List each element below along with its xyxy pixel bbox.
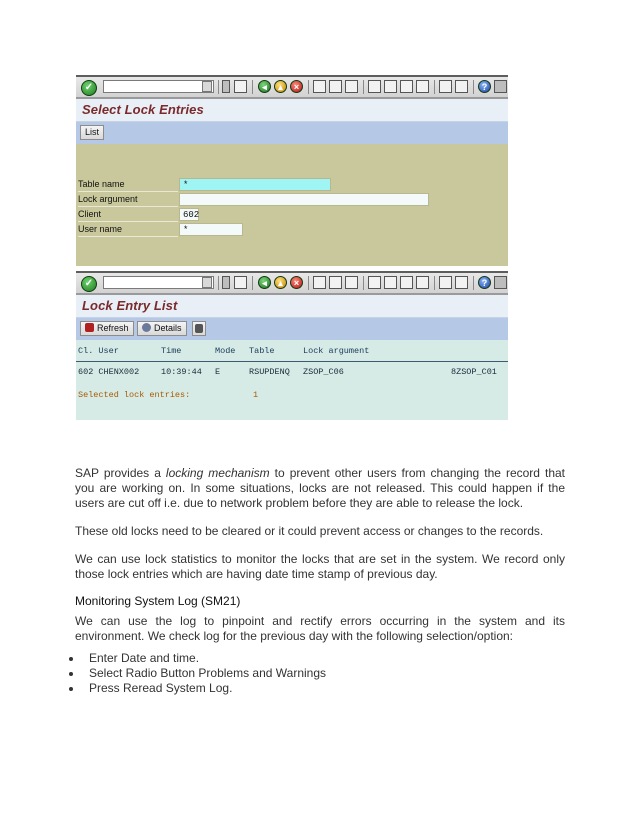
trash-icon [195,324,203,333]
client-input[interactable]: 602 [179,208,199,221]
p1-text-start: SAP provides a [75,466,166,480]
selected-entries-label: Selected lock entries: [78,390,191,400]
column-header-client-user: Cl. User [78,346,119,356]
first-page-icon[interactable] [368,276,381,289]
find-icon[interactable] [329,80,342,93]
previous-page-icon[interactable] [384,80,397,93]
refresh-button-label: Refresh [97,323,129,333]
lock-entry-list-screen [76,271,508,419]
layout-menu-icon[interactable] [494,276,507,289]
exit-icon[interactable]: ▴ [274,80,287,93]
toolbar-separator [473,276,474,290]
lock-entry-list [76,340,508,420]
list-item: Press Reread System Log. [89,681,233,695]
toolbar-separator [363,80,364,94]
find-next-icon[interactable] [345,80,358,93]
paragraph-lock-statistics: We can use lock statistics to monitor the locks that are set in the system. We record only those lock entries which are having date time stamp of previous day. [75,552,565,581]
arrow-left-icon[interactable] [222,276,230,289]
selection-screen [76,144,508,266]
toolbar-separator [308,276,309,290]
save-icon[interactable] [234,276,247,289]
delete-button[interactable] [192,321,206,336]
row-time[interactable]: 10:39:44 [161,367,202,377]
next-page-icon[interactable] [400,80,413,93]
row-lock-argument-extra[interactable]: 8ZSOP_C01 [451,367,497,377]
p1-emphasis: locking mechanism [165,466,270,480]
application-toolbar [76,122,508,144]
lock-argument-input[interactable] [179,193,429,206]
row-mode[interactable]: E [215,367,221,377]
bullet-dot [69,657,73,661]
bullet-dot [69,672,73,676]
toolbar-separator [252,276,253,290]
title-bar [76,295,508,318]
row-lock-argument[interactable]: ZSOP_C06 [303,367,344,377]
help-icon[interactable]: ? [478,276,491,289]
screen-title: Select Lock Entries [82,102,204,117]
toolbar-separator [252,80,253,94]
first-page-icon[interactable] [368,80,381,93]
shortcut-icon[interactable] [455,80,468,93]
selected-entries-count: 1 [253,390,259,400]
screen-title: Lock Entry List [82,298,178,313]
user-name-label: User name [78,223,178,237]
p1-text-end: to prevent other users from changing the record that you are working on. In some situations, locks are not released. This could happen if the users are cut off i.e. due to network problem before they are able to release the lock. [75,466,566,510]
new-session-icon[interactable] [439,276,452,289]
toolbar-separator [473,80,474,94]
cancel-icon[interactable]: × [290,80,303,93]
column-header-time: Time [161,346,182,356]
enter-check-icon[interactable]: ✓ [81,80,97,96]
details-button-label: Details [154,323,182,333]
section-heading-sm21: Monitoring System Log (SM21) [75,594,241,608]
toolbar-separator [434,276,435,290]
column-header-table: Table [249,346,275,356]
table-name-input[interactable]: * [179,178,331,191]
magnifier-icon [142,323,151,332]
print-icon[interactable] [313,276,326,289]
back-icon[interactable]: ◂ [258,80,271,93]
toolbar-separator [434,80,435,94]
find-icon[interactable] [329,276,342,289]
paragraph-old-locks: These old locks need to be cleared or it could prevent access or changes to the records. [75,524,544,538]
title-bar [76,99,508,122]
last-page-icon[interactable] [416,276,429,289]
back-icon[interactable]: ◂ [258,276,271,289]
command-field[interactable] [103,276,214,289]
command-history-icon[interactable] [202,277,212,288]
header-divider [76,361,508,362]
list-button[interactable]: List [80,125,104,140]
bullet-dot [69,687,73,691]
standard-toolbar [76,271,508,295]
paragraph-locking-mechanism [75,466,565,511]
arrow-left-icon[interactable] [222,80,230,93]
lock-argument-label: Lock argument [78,193,178,207]
details-button[interactable] [137,321,187,336]
row-client-user[interactable]: 602 CHENX002 [78,367,140,377]
paragraph-system-log: We can use the log to pinpoint and rectify errors occurring in the system and its environment. We check log for the previous day with the following selection/option: [75,614,565,643]
previous-page-icon[interactable] [384,276,397,289]
standard-toolbar [76,75,508,99]
find-next-icon[interactable] [345,276,358,289]
toolbar-separator [218,276,219,290]
toolbar-separator [363,276,364,290]
help-icon[interactable]: ? [478,80,491,93]
exit-icon[interactable]: ▴ [274,276,287,289]
column-header-lock-argument: Lock argument [303,346,370,356]
table-name-label: Table name [78,178,178,192]
save-icon[interactable] [234,80,247,93]
enter-check-icon[interactable]: ✓ [81,276,97,292]
user-name-input[interactable]: * [179,223,243,236]
list-item: Enter Date and time. [89,651,200,665]
layout-menu-icon[interactable] [494,80,507,93]
next-page-icon[interactable] [400,276,413,289]
print-icon[interactable] [313,80,326,93]
toolbar-separator [218,80,219,94]
column-header-mode: Mode [215,346,236,356]
command-history-icon[interactable] [202,81,212,92]
new-session-icon[interactable] [439,80,452,93]
client-label: Client [78,208,178,222]
cancel-icon[interactable]: × [290,276,303,289]
refresh-button[interactable] [80,321,134,336]
application-toolbar [76,318,508,340]
shortcut-icon[interactable] [455,276,468,289]
list-item: Select Radio Button Problems and Warnings [89,666,327,680]
select-lock-entries-screen [76,75,508,266]
toolbar-separator [308,80,309,94]
command-field[interactable] [103,80,214,93]
row-table[interactable]: RSUPDENQ [249,367,290,377]
last-page-icon[interactable] [416,80,429,93]
refresh-icon [85,323,94,332]
